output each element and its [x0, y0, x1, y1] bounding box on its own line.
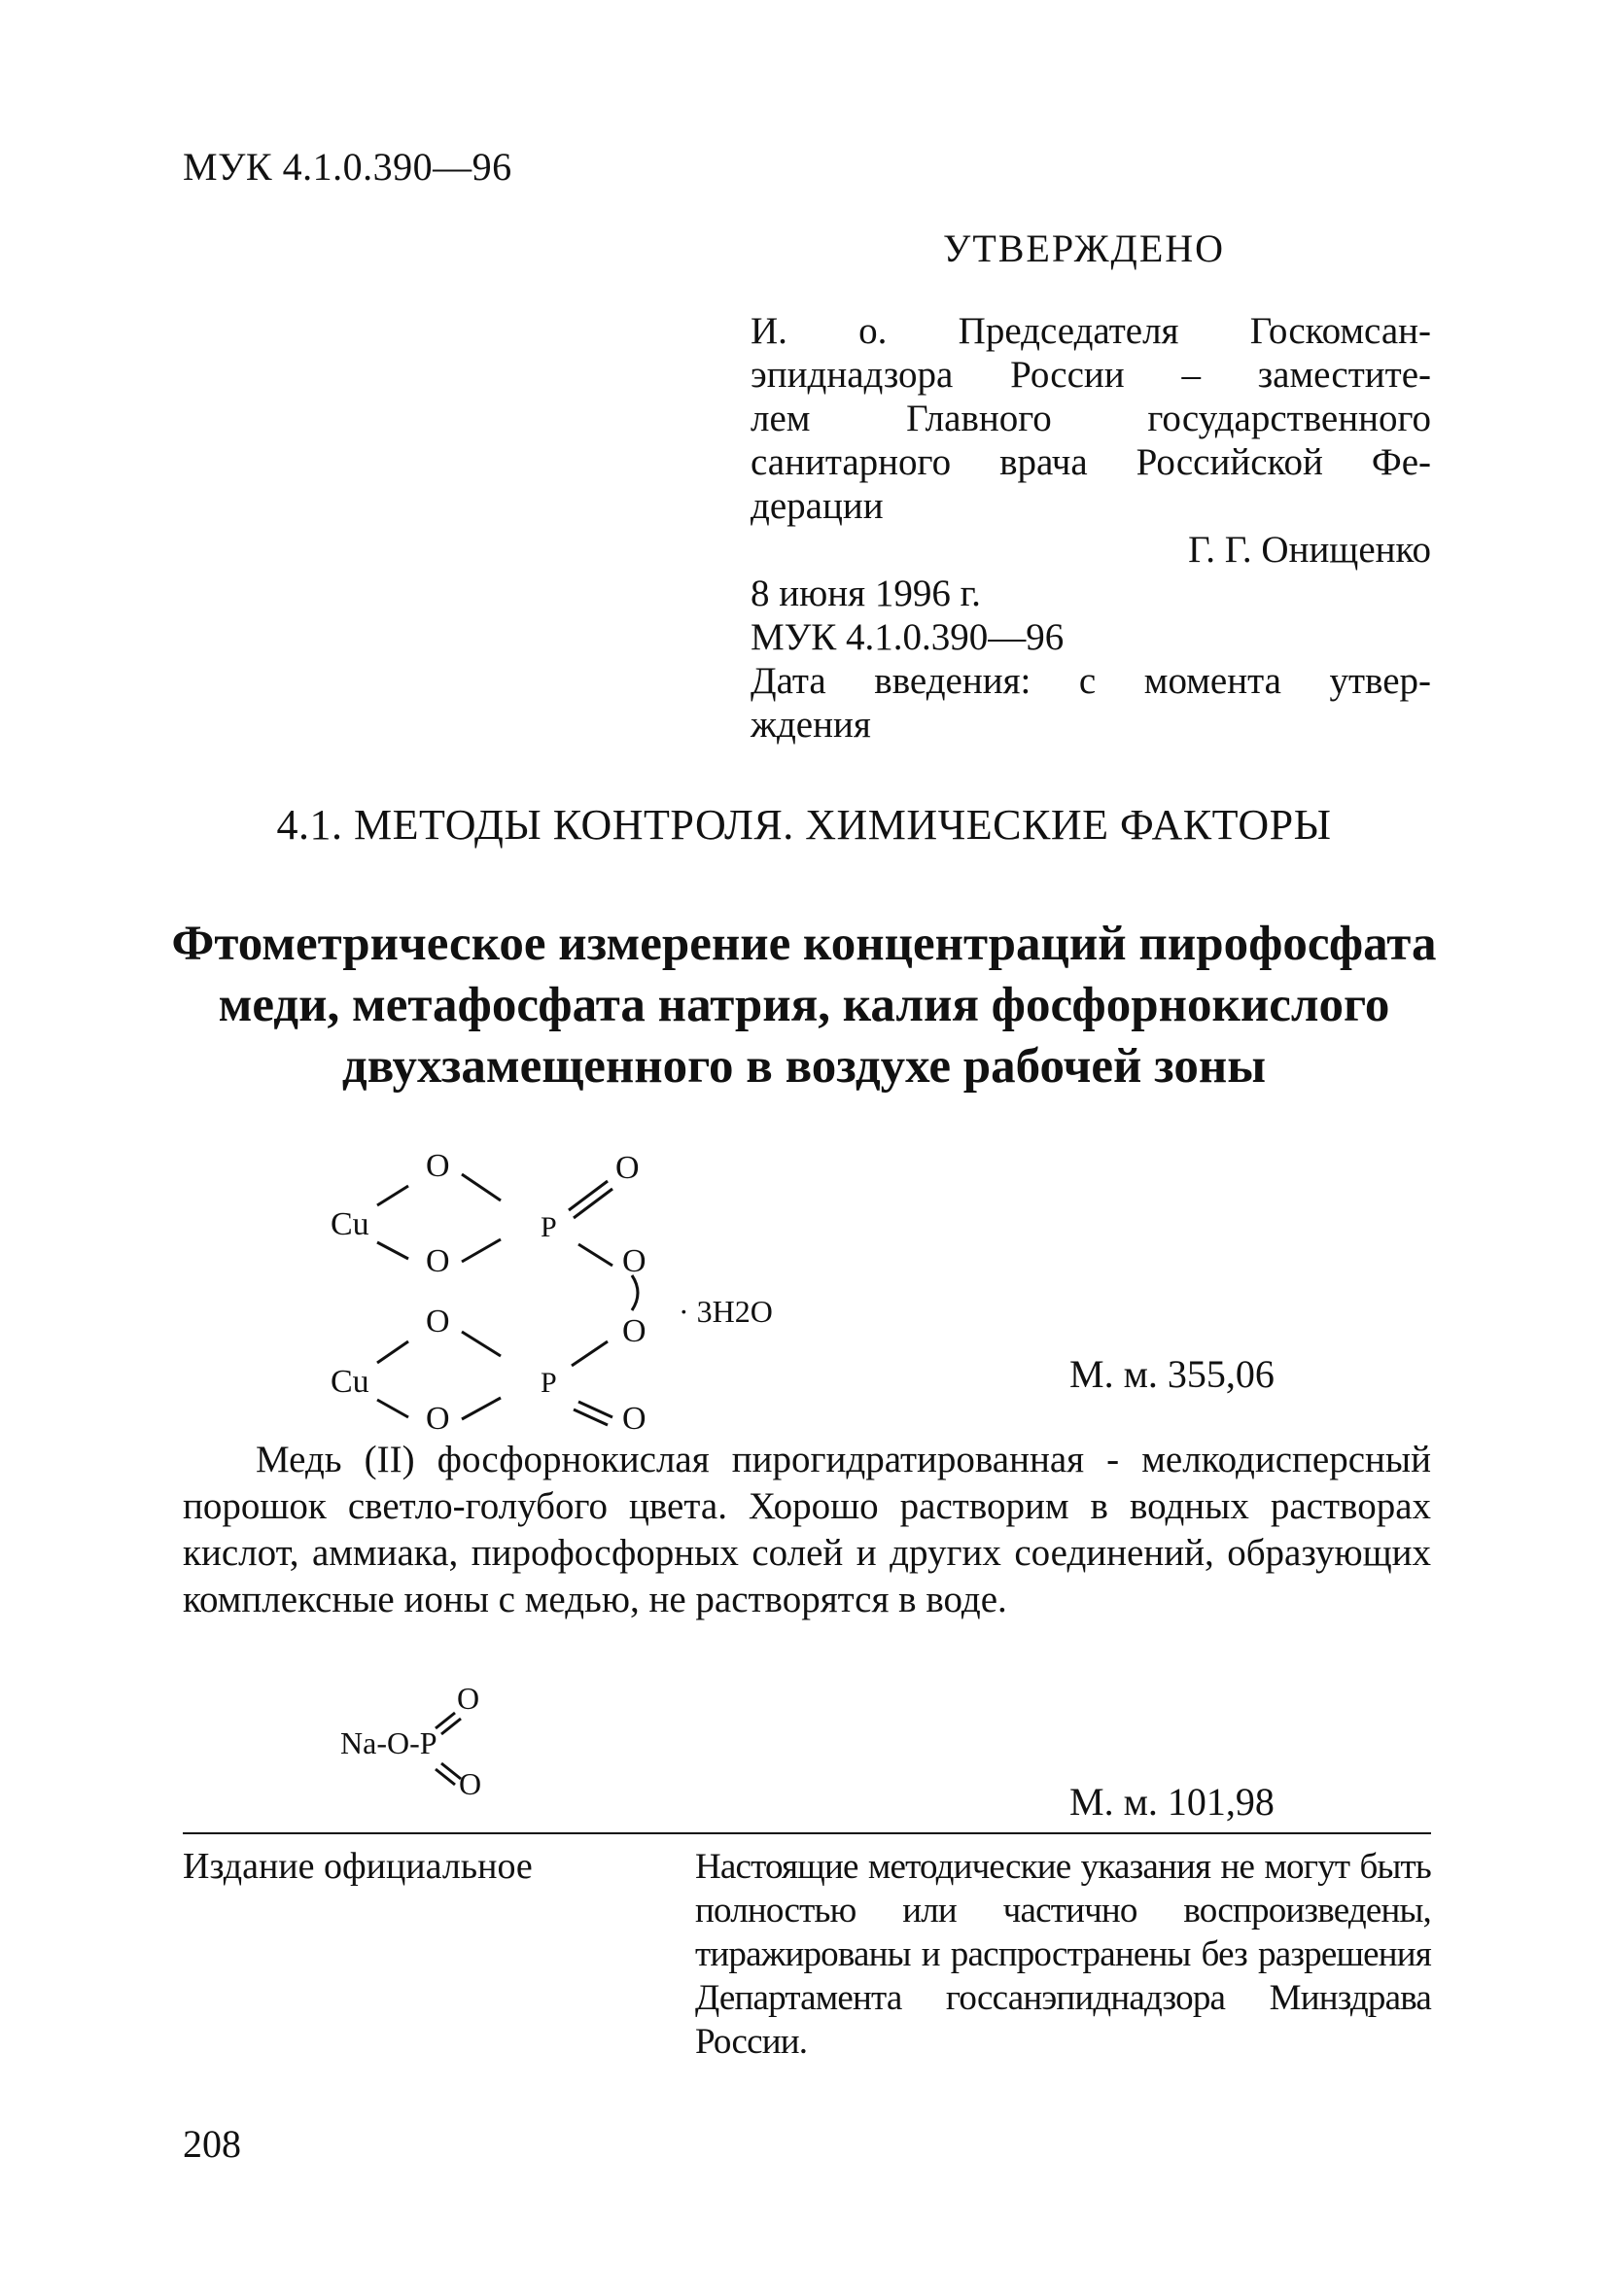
hydrate-label: · 3H2O [679, 1294, 773, 1329]
atom-label: P [541, 1367, 557, 1399]
bond-line [578, 1244, 612, 1266]
approver-line: эпиднадзора России – заместите- [751, 354, 1431, 396]
atom-label: O [622, 1313, 647, 1349]
intro-date-line: ждения [751, 704, 871, 746]
document-code-2: МУК 4.1.0.390—96 [751, 616, 1065, 658]
atom-label: O [622, 1243, 647, 1279]
atom-label: P [541, 1211, 557, 1243]
atom-label: O [622, 1401, 647, 1437]
atom-label: O [426, 1243, 450, 1279]
approver-line: И. о. Председателя Госкомсан- [751, 310, 1431, 352]
footer-divider [183, 1832, 1431, 1834]
copyright-notice: Настоящие методические указания не могут быть полностью или частично воспроизведены, тиражированы и распространены без разрешения Департамента госсанэпиднадзора Минздрава России. [695, 1847, 1431, 2062]
bond-line [632, 1275, 638, 1310]
bond-line [377, 1242, 408, 1259]
bond-line [462, 1239, 501, 1262]
atom-label: O [426, 1304, 450, 1339]
group-label: Na-O-P [340, 1725, 437, 1760]
intro-date-line: Дата введения: с момента утвер- [751, 660, 1431, 702]
page-number: 208 [183, 2122, 241, 2166]
sodium-metaphosphate-structure [321, 1672, 554, 1818]
approver-line: санитарного врача Российской Фе- [751, 441, 1431, 483]
bond-line [377, 1341, 408, 1363]
approval-block [751, 309, 1431, 747]
bond-line [462, 1332, 501, 1356]
atom-label: O [426, 1148, 450, 1184]
molar-mass-1: М. м. 355,06 [1069, 1352, 1275, 1396]
approval-heading: УТВЕРЖДЕНО [943, 226, 1226, 270]
section-title: 4.1. МЕТОДЫ КОНТРОЛЯ. ХИМИЧЕСКИЕ ФАКТОРЫ [276, 801, 1332, 849]
document-code: МУК 4.1.0.390—96 [183, 145, 512, 189]
atom-label: Cu [331, 1206, 369, 1242]
approver-line: лем Главного государственного [751, 398, 1431, 439]
atom-label: O [426, 1401, 450, 1437]
atom-label: O [615, 1150, 640, 1186]
bond-line [572, 1341, 608, 1366]
bond-line [377, 1186, 408, 1205]
atom-label: Cu [331, 1364, 369, 1400]
copper-pyrophosphate-structure [311, 1147, 817, 1439]
approval-date: 8 июня 1996 г. [751, 573, 981, 614]
molar-mass-2: М. м. 101,98 [1069, 1780, 1275, 1824]
bond-line [462, 1398, 501, 1419]
approver-line: дерации [751, 485, 884, 527]
edition-label: Издание официальное [183, 1846, 533, 1887]
document-title: Фтометрическое измерение концентраций пирофосфата меди, метафосфата натрия, калия фосфорнокислого двухзамещенного в воздухе рабочей зоны [171, 917, 1437, 1094]
bond-line [462, 1174, 501, 1200]
bond-line [377, 1400, 408, 1417]
substance-description: Медь (II) фосфорнокислая пирогидратированная - мелкодисперсный порошок светло-голубого цвета. Хорошо растворим в водных растворах кислот, аммиака, пирофосфорных солей и других соединений, образующих комплексные ионы с медью, не растворятся в воде. [183, 1439, 1431, 1620]
approver-name: Г. Г. Онищенко [1188, 529, 1431, 571]
atom-label: O [459, 1766, 482, 1801]
atom-label: O [457, 1681, 480, 1716]
